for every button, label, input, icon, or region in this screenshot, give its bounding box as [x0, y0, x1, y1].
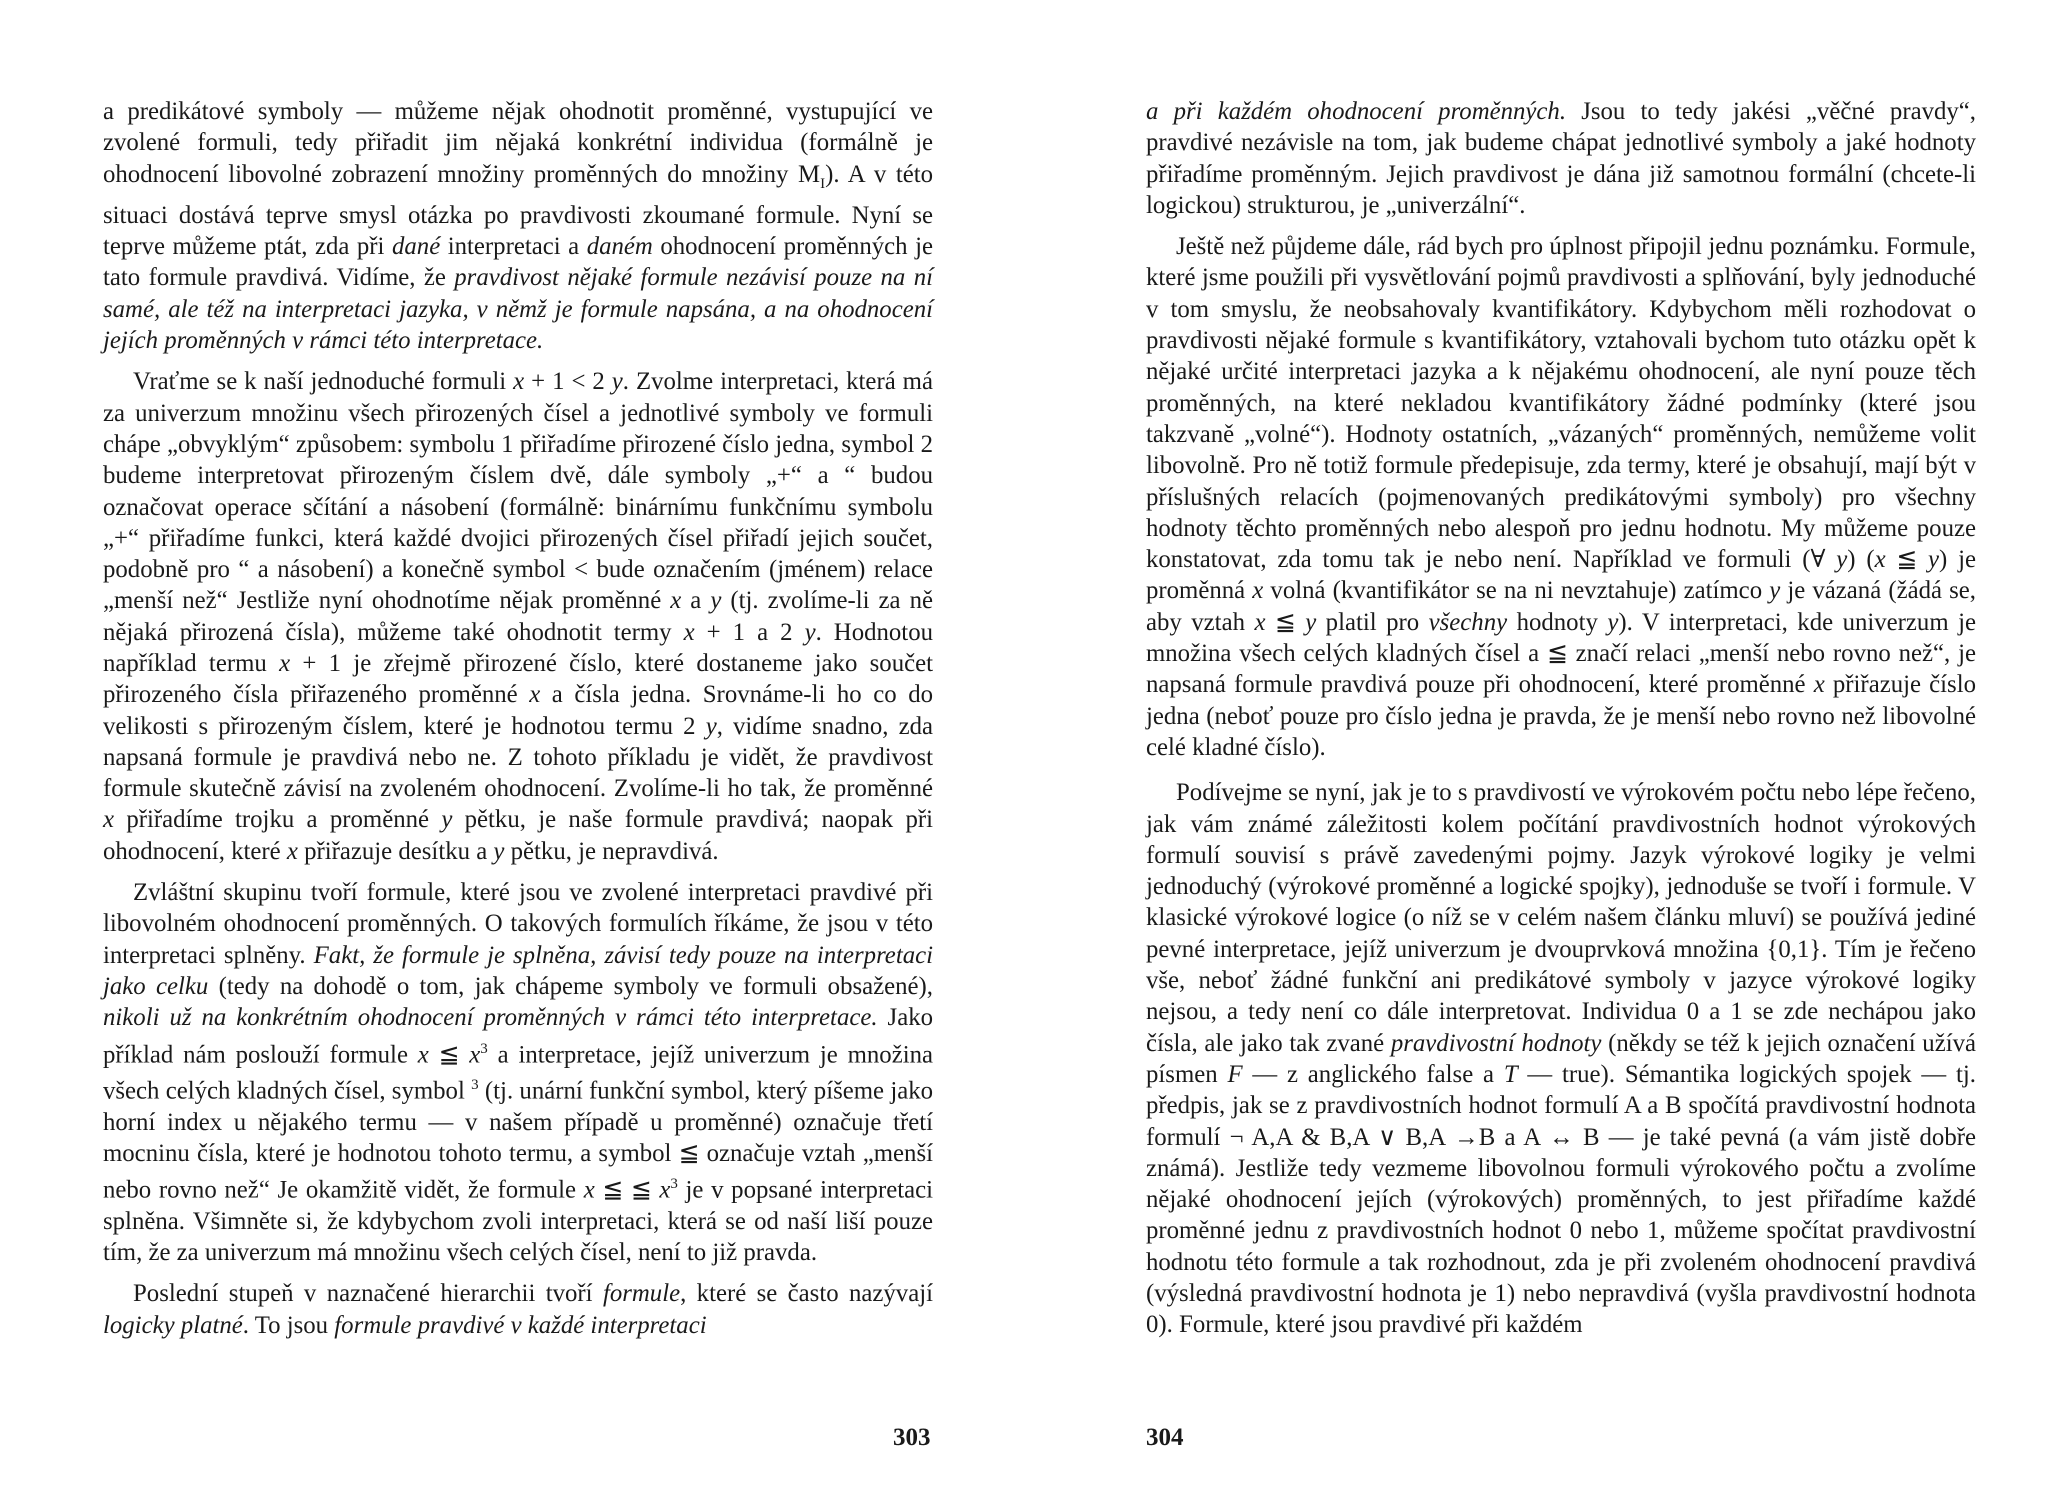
text-run: + 1 je zřejmě přirozené číslo, které dostaneme jako součet přirozeného čísla přiřazeného proměnné — [103, 650, 933, 709]
italic-text-run: x — [279, 650, 291, 677]
italic-text-run: formule pravdivé v každé interpretaci — [334, 1311, 707, 1339]
text-run: ohodnocení proměnných je tato formule pravdivá. Vidíme, že — [103, 233, 933, 292]
text-run: — z anglického false a — [1242, 1060, 1504, 1088]
text-run: volná (kvantifikátor se na ni nevztahuje) zatímco — [1263, 577, 1770, 605]
italic-text-run: x — [417, 1040, 429, 1068]
page-number-right: 304 — [1146, 1424, 1184, 1451]
text-run: a — [681, 587, 711, 615]
italic-text-run: všechny — [1428, 608, 1508, 636]
body-paragraph — [1146, 777, 1976, 1340]
italic-text-run: x — [513, 368, 525, 396]
right-page-body — [1146, 96, 1976, 1351]
body-paragraph — [1146, 231, 1976, 763]
italic-text-run: y — [1607, 608, 1619, 636]
text-run: ≦ — [1265, 608, 1306, 636]
text-run: a interpretace, jejíž univerzum je množina všech celých kladných čísel, symbol — [103, 1040, 933, 1105]
italic-text-run: x — [1813, 671, 1825, 699]
italic-text-run: y — [441, 806, 453, 834]
italic-text-run: y — [1836, 546, 1848, 574]
text-run: + 1 a 2 — [694, 618, 805, 646]
italic-text-run: T — [1503, 1060, 1518, 1088]
text-run: + 1 < 2 — [524, 368, 612, 396]
body-paragraph — [1146, 96, 1976, 221]
body-paragraph — [103, 366, 933, 867]
italic-text-run: a při každém ohodnocení proměnných. — [1146, 98, 1567, 125]
text-run: a predikátové symboly — můžeme nějak ohodnotit proměnné, vystupující ve zvolené formuli, tedy přiřadit jim nějaká konkrétní individua (formálně je ohodnocení libovolné zobrazení množiny proměnných do množiny M — [103, 98, 933, 188]
text-run: je v popsané interpretaci splněna. Všimněte si, že kdybychom zvoli interpretaci, která se od naší liší pouze tím, že za univerzum má množinu všech celých čísel, není to již pravda. — [103, 1176, 933, 1267]
italic-text-run: logicky platné — [103, 1311, 243, 1339]
text-run: . Hodnotou například termu — [103, 618, 933, 677]
italic-text-run: x — [659, 1176, 671, 1204]
text-run: (někdy se též k jejich označení užívá písmen — [1146, 1029, 1976, 1088]
text-run: (tj. unární funkční symbol, který píšeme jako horní index u nějakého termu — v našem případě u proměnné) označuje třetí mocninu čísla, které je hodnotou tohoto termu, a symbol ≦ označuje vztah „menší nebo rovno než“ Je okamžitě vidět, že formule — [103, 1077, 934, 1204]
text-run: přiřazuje desítku a — [297, 837, 494, 865]
italic-text-run: y — [1305, 608, 1317, 636]
italic-text-run: formule — [602, 1280, 681, 1308]
text-run: Poslední stupeň v naznačené hierarchii tvoří — [133, 1280, 603, 1308]
body-paragraph — [103, 1278, 933, 1341]
body-paragraph — [103, 877, 933, 1268]
body-paragraph — [103, 96, 933, 356]
italic-text-run: y — [1928, 546, 1940, 574]
text-run: platil pro — [1316, 608, 1429, 636]
text-run: přiřadíme trojku a proměnné — [114, 806, 442, 834]
italic-text-run: x — [1874, 546, 1886, 574]
italic-text-run: pravdivostní hodnoty — [1390, 1029, 1602, 1057]
text-run: pětku, je nepravdivá. — [504, 837, 719, 865]
italic-text-run: y — [611, 368, 623, 396]
italic-text-run: x — [469, 1040, 481, 1068]
text-run: hodnoty — [1507, 608, 1608, 636]
italic-text-run: pravdivost nějaké formule nezávisí pouze na ní samé, ale též na interpretaci jazyka, v němž je formule napsána, a na ohodnocení jejích proměnných v rámci této interpretace. — [103, 264, 933, 355]
italic-text-run: F — [1227, 1060, 1243, 1088]
italic-text-run: y — [493, 837, 505, 865]
italic-text-run: x — [286, 837, 298, 865]
italic-text-run: x — [1252, 577, 1264, 605]
superscript-text: 3 — [471, 1077, 479, 1094]
italic-text-run: nikoli už na konkrétním ohodnocení proměnných v rámci této interpretace. — [103, 1004, 878, 1032]
italic-text-run: dané — [392, 233, 441, 261]
text-run: (tj. zvolíme-li za ně nějaká přirozená čísla), můžeme také ohodnotit termy — [103, 587, 933, 646]
subscript-text: I — [820, 175, 826, 192]
italic-text-run: x — [670, 587, 682, 615]
left-page-body — [103, 96, 933, 1351]
text-run: ). V interpretaci, kde univerzum je množina všech celých kladných čísel a ≦ značí relaci „menší nebo rovno než“, je napsaná formule pravdivá pouze při ohodnocení, které proměnné — [1146, 608, 1976, 699]
italic-text-run: x — [583, 1176, 595, 1204]
text-run: Ještě než půjdeme dále, rád bych pro úplnost připojil jednu poznámku. Formule, které jsme použili při vysvětlování pojmů pravdivosti a splňování, byly jednoduché v tom smyslu, že neobsahovaly kvantifikátory. Kdybychom měli rozhodovat o pravdivosti nějaké formule s kvantifikátory, vztahovali bychom tuto otázku opět k nějaké určité interpretaci jazyka a k nějakému ohodnocení, ale nyní pouze těch proměnných, na které nekladou kvantifikátory žádné podmínky (které jsou takzvaně „volné“). Hodnoty ostatních, „vázaných“ proměnných, nemůžeme volit libovolně. Pro ně totiž formule předepisuje, zda termy, které je obsahují, mají být v příslušných relacích (pojmenovaných predikátovými symboly) pro všechny hodnoty těchto proměnných nebo alespoň pro jednu hodnotu. My můžeme pouze konstatovat, zda tomu tak je nebo není. Například ve formuli (∀ — [1146, 233, 1976, 574]
italic-text-run: x — [103, 806, 115, 834]
page-number-left: 303 — [893, 1424, 931, 1451]
text-run: , vidíme snadno, zda napsaná formule je pravdivá nebo ne. Z tohoto příkladu je vidět, že pravdivost formule skutečně závisí na zvoleném ohodnocení. Zvolíme-li ho tak, že proměnné — [103, 712, 933, 803]
italic-text-run: y — [710, 587, 722, 615]
italic-text-run: x — [529, 681, 541, 709]
superscript-text: 3 — [480, 1040, 488, 1057]
italic-text-run: y — [705, 712, 717, 740]
text-run: Podívejme se nyní, jak je to s pravdivostí ve výrokovém počtu nebo lépe řečeno, jak vám známé záležitosti kolem počítání pravdivostních hodnot výrokových formulí souvisí s právě zavedenými pojmy. Jazyk výrokové logiky je velmi jednoduchý (výrokové proměnné a logické spojky), jednoduše se tvoří i formule. V klasické výrokové logice (o níž se v celém našem článku mluví) se používá jediné pevné interpretace, jejíž univerzum je dvouprvková množina {0,1}. Tím je řečeno vše, neboť žádné funkční ani predikátové symboly v jazyce výrokové logiky nejsou, a tedy není co dále interpretovat. Individua 0 a 1 se zde nechápou jako čísla, ale jako tak zvané — [1146, 779, 1976, 1057]
text-run: přiřazuje číslo jedna (neboť pouze pro číslo jedna je pravda, že je menší nebo rovno než libovolné celé kladné číslo). — [1146, 671, 1976, 761]
text-run: ) je proměnná — [1146, 546, 1976, 605]
text-run: , které se často nazývají — [680, 1280, 933, 1308]
text-run: ) ( — [1847, 546, 1875, 574]
text-run: . Zvolme interpretaci, která má za univerzum množinu všech přirozených čísel a jednotlivé symboly ve formuli chápe „obvyklým“ způsobem: symbolu 1 přiřadíme přirozené číslo jedna, symbol 2 budeme interpretovat přirozeným číslem dvě, dále symboly „+“ a “ budou označovat operace sčítání a násobení (formálně: binárnímu funkčnímu symbolu „+“ přiřadíme funkci, která každé dvojici přirozených čísel přiřadí jejich součet, podobně pro “ a násobení) a konečně symbol < bude označením (jménem) relace „menší než“ Jestliže nyní ohodnotíme nějak proměnné — [103, 368, 933, 615]
text-run: ≦ — [428, 1040, 470, 1068]
text-run: ). A v této situaci dostává teprve smysl otázka po pravdivosti zkoumané formule. Nyní se teprve můžeme ptát, zda při — [103, 160, 934, 261]
text-run: . To jsou — [242, 1311, 335, 1339]
text-run: ≦ ≦ — [594, 1176, 660, 1204]
text-run: a čísla jedna. Srovnáme-li ho co do velikosti s přirozeným číslem, které je hodnotou termu 2 — [103, 681, 933, 740]
text-run: ≦ — [1885, 546, 1929, 574]
text-run: Jako příklad nám poslouží formule — [103, 1004, 933, 1068]
italic-text-run: daném — [586, 233, 653, 261]
superscript-text: 3 — [670, 1176, 678, 1193]
italic-text-run: x — [683, 618, 695, 646]
text-run: Vraťme se k naší jednoduché formuli — [133, 368, 514, 396]
italic-text-run: y — [804, 618, 816, 646]
text-run: — true). Sémantika logických spojek — tj. předpis, jak se z pravdivostních hodnot formulí A a B spočítá pravdivostní hodnota formulí ¬ A,A & B,A ∨ B,A →B a A ↔ B — je také pevná (a vám jistě dobře známá). Jestliže tedy vezmeme libovolnou formuli výrokového počtu a zvolíme nějaké ohodnocení jejích (výrokových) proměnných, to jest přiřadíme každé proměnné jednu z pravdivostních hodnot 0 nebo 1, můžeme spočítat pravdivostní hodnotu této formule a tak rozhodnout, zda je při zvoleném ohodnocení pravdivá (výsledná pravdivostní hodnota je 1) nebo nepravdivá (vyšla pravdivostní hodnota 0). Formule, které jsou pravdivé při každém — [1146, 1060, 1976, 1339]
italic-text-run: y — [1769, 577, 1781, 605]
text-run: Zvláštní skupinu tvoří formule, které jsou ve zvolené interpretaci pravdivé při libovolném ohodnocení proměnných. O takových formulích říkáme, že jsou v této interpretaci splněny. — [103, 879, 933, 969]
text-run: je vázaná (žádá se, aby vztah — [1146, 577, 1976, 636]
text-run: pětku, je naše formule pravdivá; naopak při ohodnocení, které — [103, 806, 933, 865]
text-run: interpretaci a — [440, 233, 587, 261]
text-run: (tedy na dohodě o tom, jak chápeme symboly ve formuli obsažené), — [208, 972, 933, 1000]
italic-text-run: Fakt, že formule je splněna, závisí tedy pouze na interpretaci jako celku — [103, 941, 933, 1000]
text-run: Jsou to tedy jakési „věčné pravdy“, pravdivé nezávisle na tom, jak budeme chápat jednotlivé symboly a jaké hodnoty přiřadíme proměnným. Jejich pravdivost je dána již samotnou formální (chcete-li logickou) strukturou, je „univerzální“. — [1146, 98, 1976, 219]
italic-text-run: x — [1254, 608, 1266, 636]
